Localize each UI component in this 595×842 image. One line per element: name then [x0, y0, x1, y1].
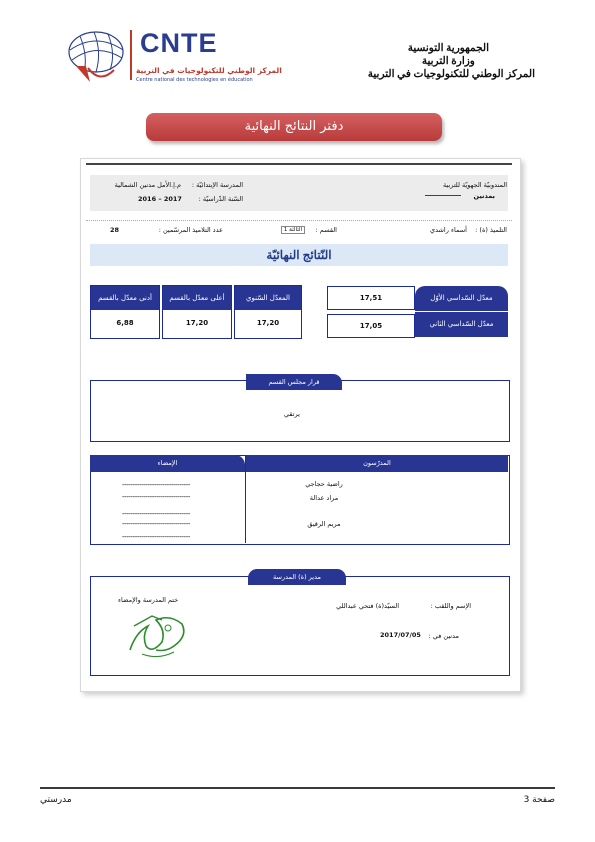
director-name-label: الإسم واللقب : [430, 602, 471, 610]
sem2-value-box [327, 314, 415, 338]
signature-line: -------------------------------- [122, 510, 191, 518]
results-banner [90, 244, 508, 266]
highest-box [162, 285, 232, 339]
annual-box [234, 285, 302, 339]
year-value: 2016 – 2017 [138, 195, 182, 203]
highest-value: 17,20 [185, 319, 209, 327]
signature-line: -------------------------------- [122, 481, 191, 489]
ministry-line: الجمهورية التونسية [407, 43, 489, 54]
teachers-title: المدرّسون [246, 455, 508, 472]
footer-rule [40, 787, 555, 789]
footer-school: مدرستي [40, 795, 72, 805]
stamp-label: ختم المدرسة والإمضاء [118, 596, 179, 604]
director-title: مدير (ة) المدرسة [248, 569, 346, 585]
sem1-label: معدّل السّداسي الأوّل [415, 286, 508, 311]
student-count-label: عدد التلاميذ المرسّمين : [158, 226, 223, 234]
teacher-name: مريم الرقيق [307, 520, 341, 528]
region-value: بمدنين [473, 192, 495, 200]
signature-icon [122, 606, 192, 662]
class-label: القسم : [315, 226, 337, 234]
logo-name: CNTE [140, 28, 218, 58]
logo-divider [130, 30, 132, 80]
lowest-box [90, 285, 160, 339]
year-label: السّنة الدّراسيّة : [198, 195, 243, 203]
signature-line: -------------------------------- [122, 520, 191, 528]
signature-title: الإمضاء [90, 455, 245, 472]
date-value: 2017/07/05 [380, 631, 421, 639]
top-rule [86, 163, 512, 165]
sem1-value: 17,51 [359, 294, 383, 302]
annual-label: المعدّل السّنوي [235, 286, 301, 310]
council-decision: يرتقي [284, 410, 300, 418]
results-title: النّتائج النهائيّة [266, 248, 332, 262]
class-value: الثالثة 1 [281, 226, 305, 234]
lowest-label: أدنى معدّل بالقسم [91, 286, 159, 310]
page-title: دفتر النتائج النهائية [146, 113, 442, 141]
student-count: 28 [110, 226, 120, 234]
date-label: مدنين في : [428, 632, 459, 640]
ministry-header [368, 42, 535, 81]
annual-value: 17,20 [256, 319, 280, 327]
school-label: المدرسة الإبتدائيّة : [191, 181, 243, 189]
logo-arabic: المركز الوطني للتكنولوجيات في التربية [136, 66, 282, 75]
signature-line: -------------------------------- [122, 533, 191, 541]
teacher-name: راضية حجاجي [305, 480, 343, 488]
teacher-name: مراد عدالة [309, 494, 339, 502]
signature-line: -------------------------------- [122, 493, 191, 501]
dotted-separator [86, 220, 512, 221]
region-underline [425, 195, 461, 196]
council-title: قرار مجلس القسم [246, 374, 342, 390]
director-name: السيّد(ة) فتحي عبداللي [336, 602, 399, 610]
page-number: صفحة 3 [523, 795, 555, 805]
student-name-label: التلميذ (ة) : [475, 226, 507, 234]
ministry-line: وزارة التربية [421, 56, 475, 67]
student-name: أسماء راشدي [429, 226, 467, 234]
ministry-line: المركز الوطني للتكنولوجيات في التربية [367, 69, 535, 80]
logo-french: Centre national des technologies en éducation [136, 77, 253, 83]
cnte-globe-icon [66, 26, 128, 88]
highest-label: أعلى معدّل بالقسم [163, 286, 231, 310]
sem2-label: معدّل السّداسي الثاني [415, 312, 508, 337]
sem1-value-box [327, 286, 415, 310]
sem2-value: 17,05 [359, 322, 383, 330]
lowest-value: 6,88 [116, 319, 134, 327]
school-value: م.إ.الأمل مدنين الشمالية [114, 181, 181, 189]
region-label: المندوبيّة الجهويّة للتربية [442, 181, 507, 189]
